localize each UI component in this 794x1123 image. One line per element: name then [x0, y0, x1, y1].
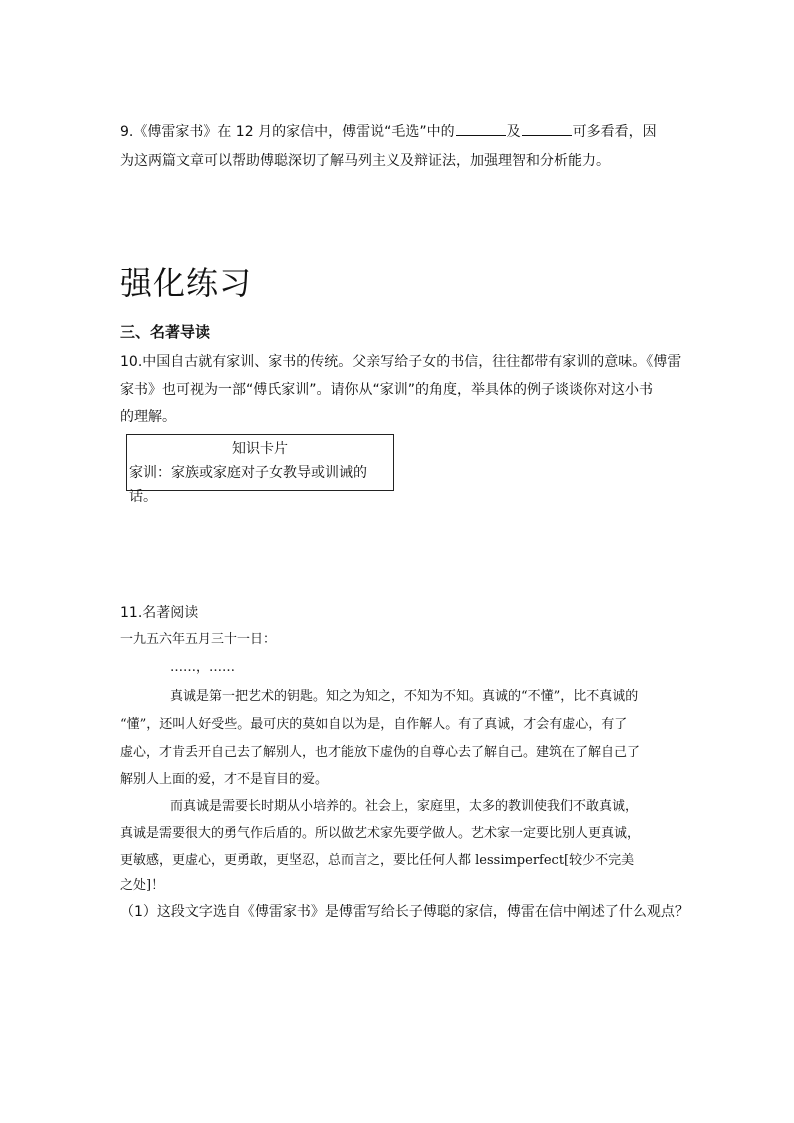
q11-p2-line4: 之处]！ — [120, 878, 165, 893]
q11-p1-line4: 解别人上面的爱，才不是盲目的爱。 — [120, 772, 329, 787]
knowledge-card — [126, 434, 394, 505]
q10-line2: 家书》也可视为一部“傅氏家训”。请你从“家训”的角度，举具体的例子谈谈你对这小书 — [120, 382, 654, 398]
q11-p1-line1: 真诚是第一把艺术的钥匙。知之为知之，不知为不知。真诚的“不懂”，比不真诚的 — [170, 689, 639, 704]
q10-line1: 10.中国自古就有家训、家书的传统。父亲写给子女的书信，往往都带有家训的意味。《傅雷 — [120, 354, 682, 370]
q9-line1 — [120, 118, 657, 147]
q9-prefix: 9.《傅雷家书》在 12 月的家信中，傅雷说“毛选”中的 — [120, 124, 455, 140]
section-subtitle: 三、名著导读 — [120, 323, 211, 341]
q11-p1-line2: “懂”，还叫人好受些。最可庆的莫如自以为是，自作解人。有了真诚，才会有虚心，有了 — [120, 717, 628, 732]
q9-mid: 及 — [506, 124, 521, 140]
q11-p2-line2: 真诚是需要很大的勇气作后盾的。所以做艺术家先要学做人。艺术家一定要比别人更真诚， — [120, 826, 641, 841]
q11-date: 一九五六年五月三十一日： — [120, 632, 277, 647]
section-title: 强化练习 — [120, 264, 253, 302]
knowledge-card-body: 家训：家族或家庭对子女教导或训诫的话。 — [129, 465, 367, 505]
q9-blank-1[interactable] — [456, 119, 506, 136]
q9-suffix: 可多看看，因 — [572, 124, 657, 140]
knowledge-card-title: 知识卡片 — [232, 441, 288, 457]
q11-ellipsis: ……，…… — [170, 660, 236, 675]
q10-line3: 的理解。 — [120, 409, 176, 425]
q11-subquestion-1: （1）这段文字选自《傅雷家书》是傅雷写给长子傅聪的家信，傅雷在信中阐述了什么观点？ — [120, 904, 689, 920]
q11-p2-line1: 而真诚是需要长时期从小培养的。社会上，家庭里，太多的教训使我们不敢真诚， — [170, 799, 639, 814]
q9-blank-2[interactable] — [522, 119, 572, 136]
q11-title: 11.名著阅读 — [120, 605, 199, 621]
q11-p2-line3: 更敏感，更虚心，更勇敢，更坚忍，总而言之，要比任何人都 lessimperfect[较少不完美 — [120, 853, 635, 868]
q11-p1-line3: 虚心，才肯丢开自己去了解别人，也才能放下虚伪的自尊心去了解自己。建筑在了解自己了 — [120, 745, 641, 760]
q9-line2: 为这两篇文章可以帮助傅聪深切了解马列主义及辩证法，加强理智和分析能力。 — [120, 153, 610, 169]
